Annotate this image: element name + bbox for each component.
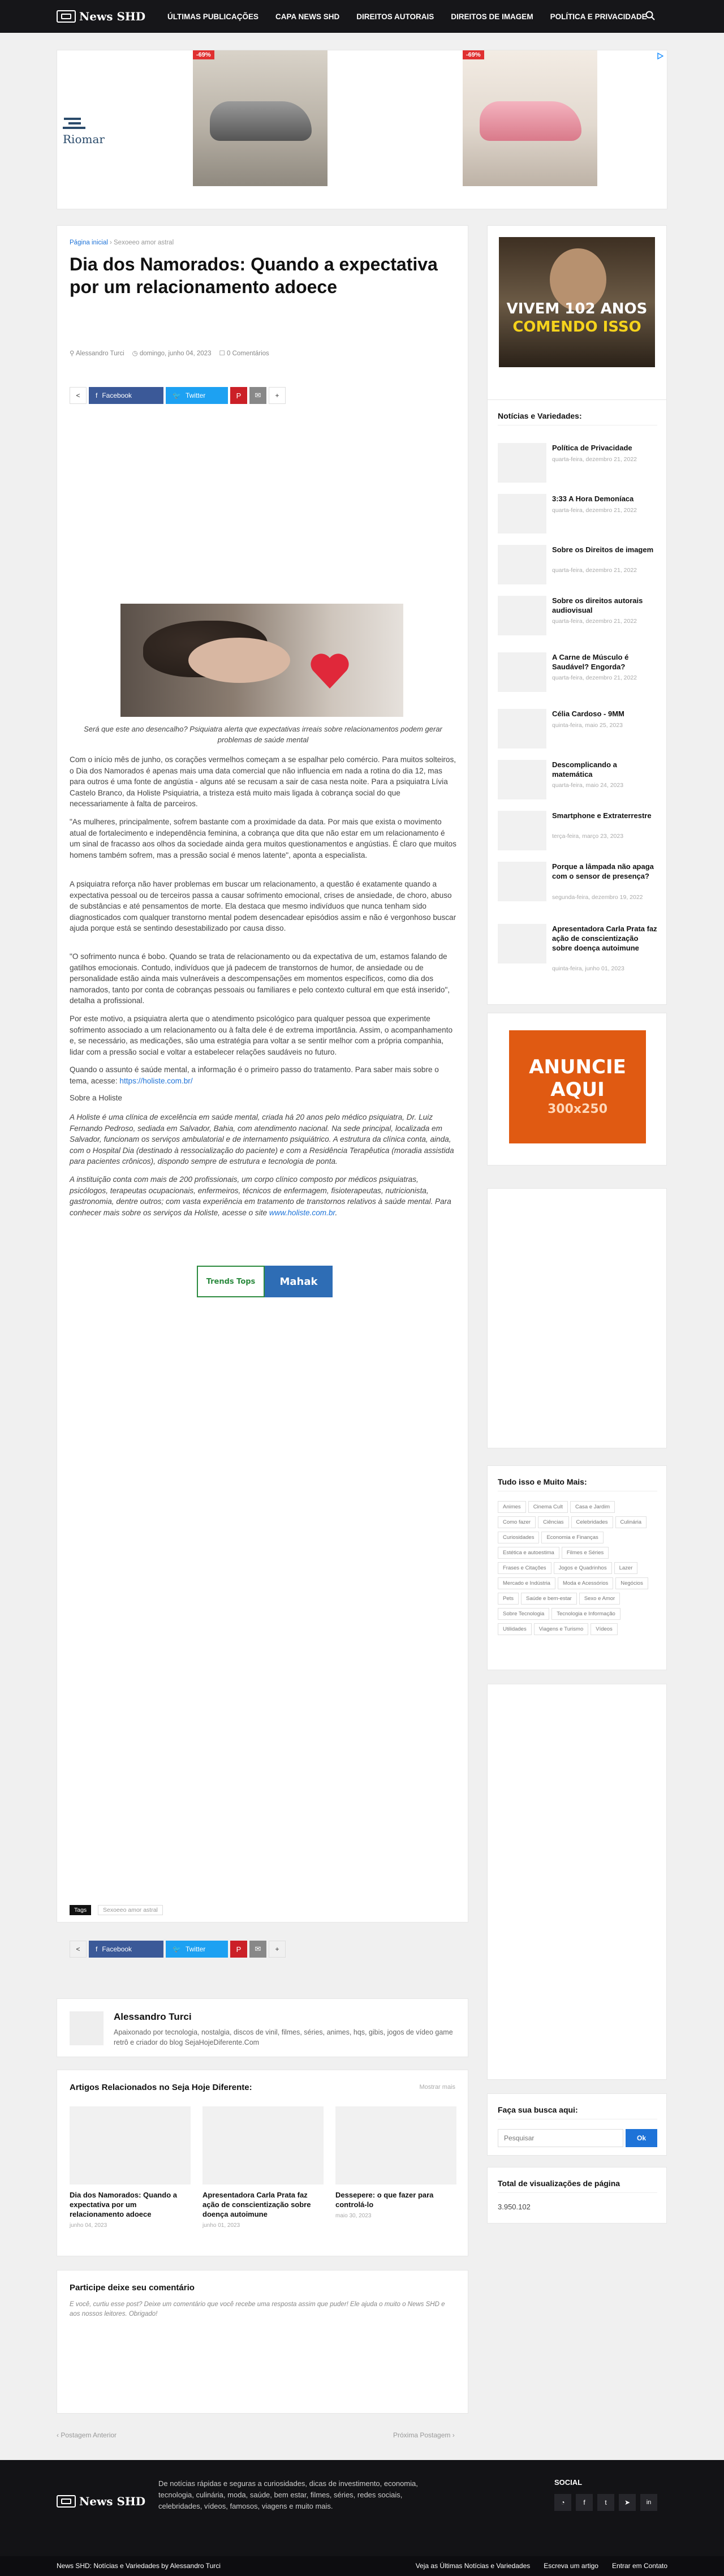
share-more-button[interactable]: + [269,387,286,404]
advertise-here-banner: ANUNCIE AQUI 300x250 [509,1030,646,1143]
share-pinterest-button[interactable] [230,1941,247,1958]
facebook-icon[interactable]: f [576,2494,593,2511]
tag-chip[interactable]: Frases e Citações [498,1562,551,1574]
article-paragraph: A instituição conta com mais de 200 profissionais, um corpo clínico composto por médicos psiquiatras, psicólogos, terapeutas ocupacionais, enfermeiros, técnicos de enfermagem, fisioterapeutas, nutricionista, gastronomia, dentre outros; com vasta experiência em tratamento de transtornos relativos à saúde mental. Para conhecer mais sobre os serviços da Holiste, acesse o site www.holiste.com.br. [70,1175,451,1217]
ad-brand-name: Riomar [63,132,105,146]
news-item[interactable]: Smartphone e Extraterrestre terça-feira, março 23, 2023 [498,811,657,850]
share-facebook-button[interactable]: f Facebook [89,387,163,404]
pinterest-icon: P [236,1945,242,1954]
news-thumb [498,545,546,584]
date-meta: ◷ domingo, junho 04, 2023 [132,350,212,357]
related-thumb [335,2106,456,2184]
footer-bottom-bar [0,2556,724,2576]
tag-chip[interactable]: Culinária [615,1516,647,1528]
show-more-link[interactable]: Mostrar mais [419,2084,455,2091]
copyright-text: News SHD: Notícias e Variedades by Alessandro Turci [57,2562,221,2570]
logo-text: News SHD [79,10,146,23]
share-more-button[interactable]: + [269,1941,286,1958]
search-heading: Faça sua busca aqui: [498,2105,578,2114]
tag-chip[interactable]: Pets [498,1593,519,1605]
search-input[interactable] [498,2129,623,2147]
sidebar-views-widget [487,2167,667,2224]
tag-chip[interactable]: Negócios [615,1577,648,1589]
news-thumb [498,652,546,692]
whatsapp-icon[interactable]: ◔ [554,2494,571,2511]
facebook-icon: f [96,392,98,399]
article-meta [70,349,269,357]
share-pinterest-button[interactable] [230,387,247,404]
related-thumb [70,2106,191,2184]
article-title: Dia dos Namorados: Quando a expectativa por um relacionamento adoece [70,254,438,297]
tag-chip[interactable]: Saúde e bem-estar [521,1593,577,1605]
footer-link-contact[interactable]: Entrar em Contato [611,2562,667,2570]
logo-icon [57,2495,76,2508]
tag-cloud [498,1501,657,1639]
badge-right: Mahak [265,1266,333,1297]
article-paragraph: "O sofrimento nunca é bobo. Quando se trata de relacionamento ou da expectativa de um, estamos falando de gatilhos emocionais. Contudo, indivíduos que já padecem de transtornos de humor, de ansiedade ou de personalidade estão ainda mais vulneráveis a descompensações em momentos específicos, como dia dos namorados, tanto por conta de cobranças pessoais ou familiares e pelo contexto cultural em que está inserido", detalha a profissional. [70,952,450,1005]
discount-badge: -69% [463,50,484,59]
footer-about: De notícias rápidas e seguras a curiosidades, dicas de investimento, economia, tecnologia, culinária, moda, saúde, bem estar, filmes, séries, redes sociais, celebridades, vídeos, famosos, viagens e muito mais. [158,2479,418,2510]
related-date: maio 30, 2023 [335,2213,372,2219]
sidebar-tags-widget [487,1465,667,1670]
news-thumb [498,443,546,483]
news-item[interactable]: Descomplicando a matemática quarta-feira, maio 24, 2023 [498,760,657,799]
tag-chip[interactable]: Filmes e Séries [562,1547,609,1559]
tag-chip[interactable]: Animes [498,1501,526,1513]
share-twitter-button[interactable]: 🐦 Twitter [166,1941,228,1958]
tag-chip[interactable]: Viagens e Turismo [534,1623,589,1635]
twitter-icon[interactable]: t [597,2494,614,2511]
share-email-button[interactable] [249,1941,266,1958]
author-avatar [70,2011,104,2045]
comments-heading: Participe deixe seu comentário [70,2283,195,2293]
facebook-icon: f [96,1945,98,1953]
social-heading: SOCIAL [554,2478,583,2487]
news-thumb [498,862,546,901]
adchoices-icon[interactable] [657,53,663,59]
author-meta[interactable]: ⚲ Alessandro Turci [70,350,124,357]
news-item[interactable]: Política de Privacidade quarta-feira, dezembro 21, 2022 [498,443,657,483]
related-thumb [202,2106,324,2184]
menu-item-capa[interactable]: CAPA NEWS SHD [275,12,340,21]
tag-chip[interactable]: Ciências [538,1516,568,1528]
pinterest-icon: P [236,391,242,400]
breadcrumb-category[interactable]: Sexoeeo amor astral [114,239,174,246]
tags-heading: Tudo isso e Muito Mais: [498,1477,587,1486]
holiste-link[interactable]: https://holiste.com.br/ [119,1076,193,1085]
tag-chip[interactable]: Tecnologia e Informação [551,1608,620,1620]
tag-chip[interactable]: Estética e autoestima [498,1547,559,1559]
share-email-button[interactable] [249,387,266,404]
news-thumb [498,596,546,635]
heart-icon [307,648,352,693]
sidebar-ad-image [499,237,655,367]
menu-item-direitos-autorais[interactable]: DIREITOS AUTORAIS [356,12,434,21]
author-box [57,1998,468,2057]
footer-link-latest[interactable]: Veja as Últimas Notícias e Variedades [415,2562,531,2570]
main-menu [167,0,647,33]
related-title: Apresentadora Carla Prata faz ação de conscientização sobre doença autoimune [202,2191,311,2218]
related-card[interactable] [335,2106,456,2219]
discount-badge: -69% [193,50,214,59]
previous-post-link[interactable]: ‹ Postagem Anterior [57,2431,117,2439]
menu-item-politica[interactable]: POLÍTICA E PRIVACIDADE [550,12,647,21]
news-item[interactable]: Célia Cardoso - 9MM quinta-feira, maio 25, 2023 [498,709,657,749]
news-item[interactable]: Apresentadora Carla Prata faz ação de conscientização sobre doença autoimune quinta-feira, junho 01, 2023 [498,924,657,964]
related-posts [57,2070,468,2256]
twitter-icon: 🐦 [173,1945,181,1953]
tag-chip[interactable]: Sobre Tecnologia [498,1608,549,1620]
news-item[interactable]: Sobre os Direitos de imagem quarta-feira, dezembro 21, 2022 [498,545,657,584]
tag-chip[interactable]: Sexo e Amor [579,1593,620,1605]
ad-product-image[interactable] [193,50,327,186]
twitter-icon: 🐦 [173,392,181,399]
share-bar-bottom [70,1940,286,1958]
sidebar-empty-ad [487,1684,667,2080]
tag-chip[interactable]: Moda e Acessórios [558,1577,613,1589]
partner-badge[interactable] [197,1266,333,1297]
tag-chip[interactable]: Utilidades [498,1623,532,1635]
sidebar-ad-line1: VIVEM 102 ANOS [506,300,648,317]
comments-meta[interactable]: ☐ 0 Comentários [219,350,269,357]
site-logo[interactable] [57,9,145,24]
news-thumb [498,811,546,850]
email-icon: ✉ [255,391,261,399]
tag-chip[interactable]: Vídeos [591,1623,618,1635]
views-heading: Total de visualizações de página [498,2179,620,2188]
related-card[interactable] [70,2106,191,2229]
logo-icon [57,10,76,23]
news-item[interactable]: Sobre os direitos autorais audiovisual quarta-feira, dezembro 21, 2022 [498,596,657,635]
tag-chip[interactable]: Celebridades [571,1516,613,1528]
news-item[interactable]: 3:33 A Hora Demoníaca quarta-feira, dezembro 21, 2022 [498,494,657,534]
tag-chip[interactable]: Como fazer [498,1516,536,1528]
share-icon: < [70,387,87,404]
news-item[interactable]: A Carne de Músculo é Saudável? Engorda? quarta-feira, dezembro 21, 2022 [498,652,657,692]
image-caption: Será que este ano desencalho? Psiquiatra alerta que expectativas irreais sobre relacionamentos podem gerar problemas de saúde mental [84,725,442,744]
sidebar-ad-1[interactable] [487,225,667,406]
sidebar-search-widget [487,2093,667,2156]
related-date: junho 04, 2023 [70,2222,107,2229]
tag-chip[interactable]: Curiosidades [498,1532,539,1543]
share-facebook-button[interactable]: f Facebook [89,1941,163,1958]
search-submit-button[interactable]: Ok [626,2129,657,2147]
search-icon[interactable] [645,10,656,21]
related-date: junho 01, 2023 [202,2222,240,2229]
comments-section [57,2270,468,2414]
share-icon: < [70,1941,87,1958]
tag-chip[interactable]: Economia e Finanças [541,1532,603,1543]
news-thumb [498,924,546,964]
tags-label: Tags [70,1905,91,1915]
footer-logo[interactable]: News SHD [57,2494,145,2509]
author-bio: Apaixonado por tecnologia, nostalgia, discos de vinil, filmes, séries, animes, hqs, gibis, jogos de vídeo game retrô e criador do blog SejaHojeDiferente.Com [114,2028,453,2046]
footer-link-write[interactable]: Escreva um artigo [544,2562,598,2570]
news-thumb [498,494,546,534]
author-name[interactable]: Alessandro Turci [114,2011,192,2022]
social-links [554,2494,657,2511]
footer-links [416,2562,667,2570]
related-heading: Artigos Relacionados no Seja Hoje Diferente: [70,2083,252,2092]
menu-item-direitos-imagem[interactable]: DIREITOS DE IMAGEM [451,12,533,21]
news-heading: Notícias e Variedades: [498,411,582,420]
sidebar-ad-2[interactable] [487,1013,667,1166]
about-heading: Sobre a Holiste [70,1094,122,1102]
ad-product-image[interactable] [463,50,597,186]
breadcrumb-home[interactable]: Página inicial [70,239,108,246]
article-paragraph: Com o início mês de junho, os corações vermelhos começam a se espalhar pelo comércio. Para muitos solteiros, o Dia dos Namorados é apenas mais uma data comercial que não influencia em nada a rotina do dia 12, mas para outros é uma fonte de angústia - alguns até se recusam a sair de casa nesta noite. Para a psiquiatra Lívia Castelo Branco, da Holiste Psiquiatria, a tristeza está muito mais ligada à cobrança social do que necessariamente à falta de parceiros. [70,755,456,808]
comments-intro: E você, curtiu esse post? Deixe um comentário que você recebe uma resposta assim que puder! Ele ajuda o muito o News SHD e aos nossos leitores. Obrigado! [70,2301,445,2317]
news-thumb [498,760,546,799]
badge-left: Trends Tops [197,1266,265,1297]
tag-chip[interactable]: Cinema Cult [528,1501,568,1513]
email-icon: ✉ [255,1945,261,1953]
related-card[interactable] [202,2106,324,2229]
views-count: 3.950.102 [498,2203,531,2211]
telegram-icon[interactable]: ➤ [619,2494,636,2511]
holiste-site-link[interactable]: www.holiste.com.br [269,1208,335,1217]
sidebar-empty-ad [487,1188,667,1448]
sidebar-ad-line2: COMENDO ISSO [512,319,641,336]
linkedin-icon[interactable]: in [640,2494,657,2511]
share-twitter-button[interactable]: 🐦 Twitter [166,387,228,404]
news-item[interactable]: Porque a lâmpada não apaga com o sensor de presença? segunda-feira, dezembro 19, 2022 [498,862,657,901]
tag-chip[interactable]: Casa e Jardim [570,1501,615,1513]
related-title: Dessepere: o que fazer para controlá-lo [335,2191,434,2209]
article-container [57,225,468,1954]
article-paragraph: A Holiste é uma clínica de excelência em saúde mental, criada há 20 anos pelo médico psiquiatra, Dr. Luiz Fernando Pedroso, sediada em Salvador, Bahia, com atendimento nacional. Na sede principal, localizada em Salvador, funcionam os serviços ambulatorial e de internamento psiquiátrico. A estrutura da clínica conta, ainda, com o Hospital Dia (destinado à ressocialização do paciente) e com a Residência Terapêutica (moradia assistida para pacientes crônicos), dispondo sempre de estrutura e tecnologia de ponta. [70,1113,454,1166]
article-paragraph: "As mulheres, principalmente, sofrem bastante com a proximidade da data. Por mais que exista o movimento atual de fortalecimento e independência feminina, a cobrança que dita que não estar em um relacionamento é um sinal de fracasso aos olhos da sociedade ainda gera muitos questionamentos e angústias. É claro que muitos homens também sofrem, mas a pressão social é menos latente", aponta a especialista. [70,818,456,859]
ad-brand-logo [63,115,119,144]
share-bar-top [70,386,286,405]
news-thumb [498,709,546,749]
tag-chip[interactable]: Jogos e Quadrinhos [554,1562,612,1574]
article-paragraph: Quando o assunto é saúde mental, a informação é o primeiro passo do tratamento. Para saber mais sobre o tema, acesse: https://holiste.com.br/ [70,1065,439,1085]
menu-item-ultimas[interactable]: ÚLTIMAS PUBLICAÇÕES [167,12,258,21]
top-banner-ad[interactable] [57,50,667,209]
related-title: Dia dos Namorados: Quando a expectativa por um relacionamento adoece [70,2191,177,2218]
article-paragraph: Por este motivo, a psiquiatra alerta que o atendimento psicológico para qualquer pessoa que experimente sofrimento associado a um relacionamento ou à falta dele é de extrema importância. Assim, o acompanhamento e, se necessário, as medicações, são uma estratégia para voltar a se sentir melhor com a própria companhia, lidar com a pressão social e voltar a estabelecer relações saudáveis no futuro. [70,1014,453,1056]
tag-chip[interactable]: Lazer [614,1562,638,1574]
next-post-link[interactable]: Próxima Postagem › [393,2431,455,2439]
tag-chip[interactable]: Sexoeeo amor astral [98,1905,163,1915]
breadcrumb: Página inicial › Sexoeeo amor astral [70,239,174,246]
top-navbar [0,0,724,33]
tag-chip[interactable]: Mercado e Indústria [498,1577,555,1589]
article-paragraph: A psiquiatra reforça não haver problemas em buscar um relacionamento, a questão é exatamente quando a expectativa pessoal ou de terceiros passa a causar sofrimento emocional, crises de ansiedade, de choro, abuso de substâncias e até pensamentos de morte. Ela destaca que mesmo indivíduos que nunca tenham sido diagnosticados com qualquer transtorno mental podem desencadear episódios assim e não é vergonhoso buscar ajuda porque está se sentindo desestabilizado por causa disso. [70,880,456,932]
article-hero-image [120,604,403,717]
site-footer [0,2460,724,2559]
sidebar-news-widget [487,399,667,1005]
